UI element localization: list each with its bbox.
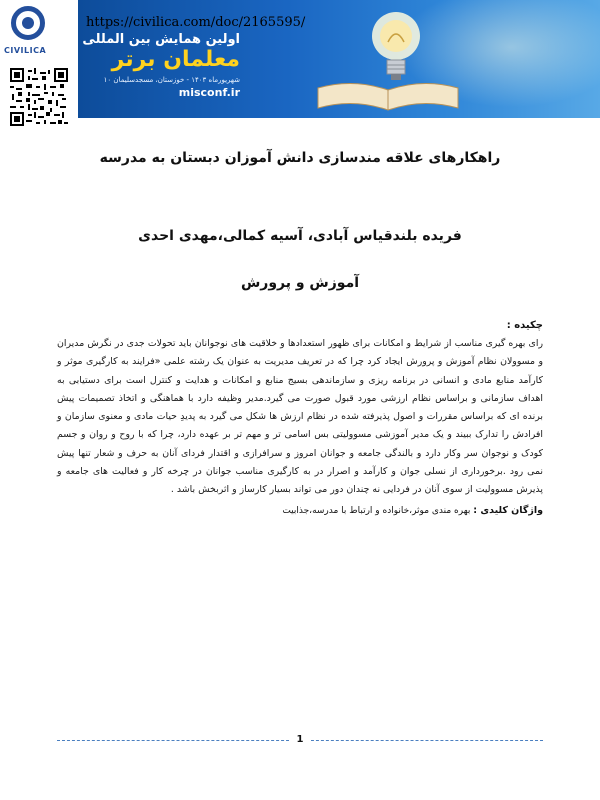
abstract-body: رای بهره گیری مناسب از شرایط و امکانات برای ظهور استعدادها و خلاقیت های نوجوانان باید تحولات جدی در نگرش مدیران و مسوولان نظام آموزش و پرورش ایجاد کرد چرا که در تعریف مدیریت به عنوان یک رشته علمی «فرایند به کارگیری موثر و کارآمد منابع مادی و انسانی در برنامه ریزی و سازماندهی بسیج منابع و امکانات و هدایت و کنترل است برای دستیابی به اهداف سازمانی و براساس نظام ارزشی مورد قبول صورت می گیرد.مدیر وظیفه دارد با هماهنگی و اتخاذ تصمیمات پیش برنده ای که براساس مقررات و اصول پذیرفته شده در نظام ارزش ها شکل می گیرد به پدیدِ حیات مادی و معنوی سازمان و افرادش را تدارک ببیند و یک مدیر آموزشی مسوولیتی بس اسامی تر و مهم تر بر عهده دارد، چرا که با روح و روان و جسم کودک و نوجوان سر وکار دارد و بالندگی جامعه و جوانان امروز و سرافرازی و اقتدار فردای آنان به حرف و شعار تنها پیش نمی رود .برخورداری از نسلی جوان و کارآمد و اصرار در به کارگیری مناسب جوانان در چرخه کار و فعالیت های جامعه و پذیرش مسوولیت از سوی آنان در فردایی نه چندان دور می تواند بسیار کارساز و اثربخش باشد . [57, 338, 543, 496]
page-number: 1 [289, 734, 312, 745]
keywords-label: واژگان کلیدی : [473, 505, 543, 516]
conference-line: اولین همایش بین المللی [82, 32, 240, 47]
abstract-label: چکیده : [506, 320, 543, 331]
keywords [282, 505, 543, 516]
conference-site: misconf.ir [178, 86, 240, 99]
document-url[interactable]: https://civilica.com/doc/2165595/ [86, 15, 306, 30]
keywords-list: بهره مندی موثر،خانواده و ارتباط با مدرسه،جذابیت [282, 506, 471, 516]
lightbulb-icon [368, 8, 424, 94]
paper-authors: فریده بلندقیاس آبادی، آسیه کمالی،مهدی احدی [138, 228, 462, 244]
paper-title: راهکارهای علاقه مندسازی دانش آموزان دبستان به مدرسه [99, 150, 501, 166]
logo-text: CIVILICA [4, 46, 47, 55]
page-number-wrap [0, 734, 600, 745]
paper-subject: آموزش و پرورش [240, 275, 360, 291]
conference-date: ۱۰ شهریورماه ۱۴۰۳ - خوزستان، مسجدسلیمان [103, 76, 240, 84]
civilica-logo-icon [0, 2, 78, 62]
conference-name: معلمان برتر [111, 47, 240, 72]
qr-code-icon[interactable] [10, 68, 68, 126]
